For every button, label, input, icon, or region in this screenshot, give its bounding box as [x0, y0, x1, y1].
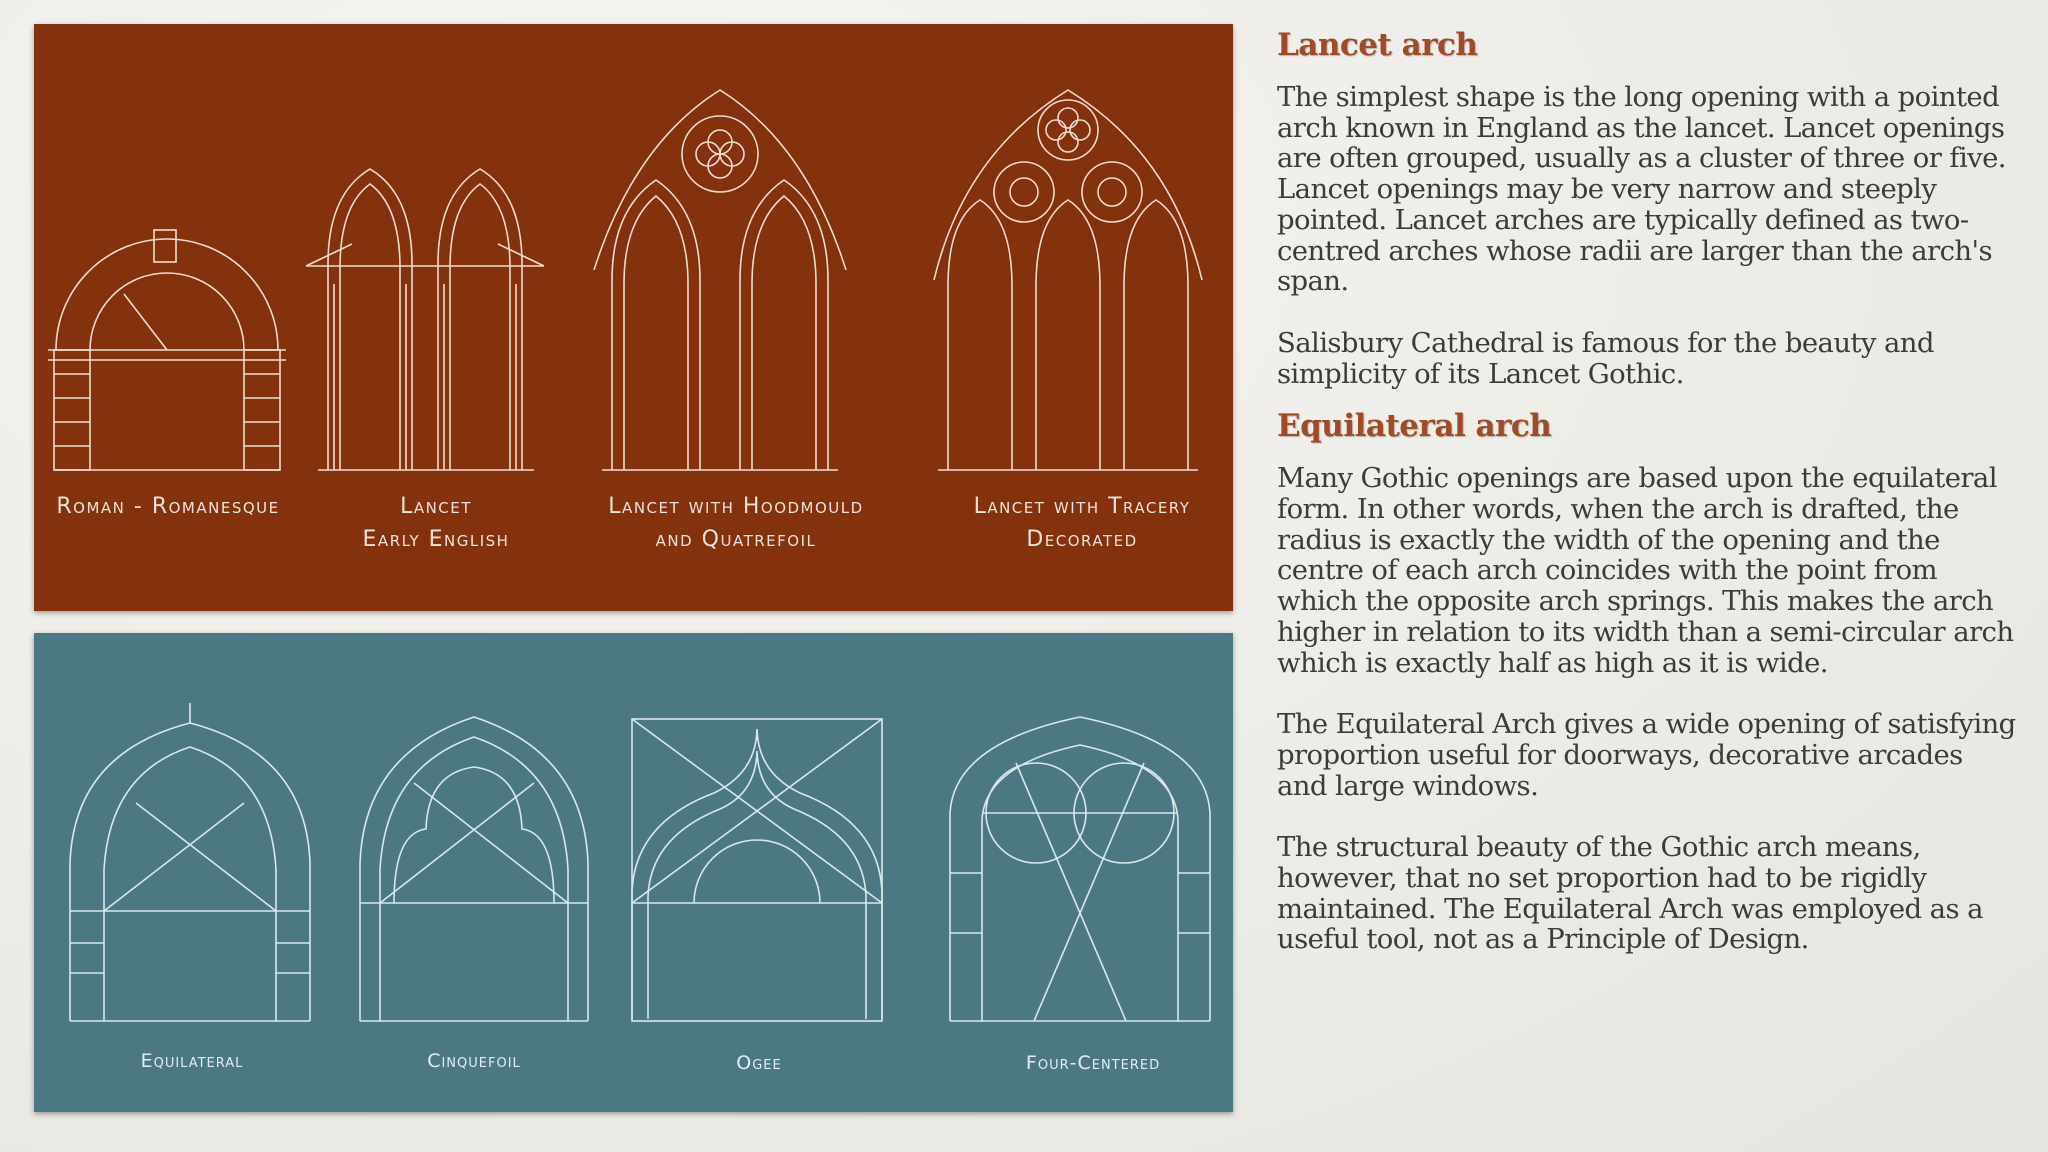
caption-ogee: Ogee	[736, 1052, 782, 1074]
heading-lancet-arch: Lancet arch	[1277, 27, 1478, 63]
arch-diagram-bottom-panel	[34, 633, 1233, 1112]
caption-four-centered: Four-Centered	[1025, 1052, 1161, 1074]
caption-line: Decorated	[1026, 527, 1138, 552]
caption-line: Lancet	[400, 494, 472, 519]
caption-lancet	[363, 490, 510, 556]
paragraph-structural-beauty: The structural beauty of the Gothic arch means, however, that no set proportion had to be rigidly maintained. The Equilateral Arch was employed as a useful tool, not as a Principle of Design.	[1277, 831, 1983, 956]
roman-arch-drawing	[48, 230, 286, 470]
caption-line: and Quatrefoil	[655, 527, 817, 552]
caption-line: Early English	[362, 527, 510, 552]
cinquefoil-drawing	[360, 717, 588, 1021]
heading-equilateral-arch: Equilateral arch	[1277, 408, 1552, 445]
ogee-drawing	[632, 719, 882, 1021]
caption-tracery	[974, 490, 1191, 556]
caption-equilateral: Equilateral	[140, 1050, 244, 1072]
caption-line: Lancet with Hoodmould	[608, 494, 864, 519]
arch-form-drawings	[34, 633, 1233, 1112]
text-column	[1277, 22, 2017, 955]
paragraph-equilateral: Many Gothic openings are based upon the equilateral form. In other words, when the arch is drafted, the radius is exactly the width of the opening and the centre of each arch coincides with the point from which the opposite arch springs. This makes the arch higher in relation to its width than a semi-circular arch which is exactly half as high as it is wide.	[1277, 462, 2014, 679]
arch-diagram-top-panel	[34, 24, 1233, 611]
caption-line: Roman - Romanesque	[56, 494, 280, 519]
paragraph-lancet: The simplest shape is the long opening with a pointed arch known in England as the lancet. Lancet openings are often grouped, usually as a cluster of three or five. Lancet openings may be very narrow and steeply pointed. Lancet arches are typically defined as two-centred arches whose radii are larger than the arch's span.	[1277, 81, 2006, 298]
paragraph-salisbury: Salisbury Cathedral is famous for the beauty and simplicity of its Lancet Gothic.	[1277, 326, 1934, 390]
caption-cinquefoil: Cinquefoil	[427, 1050, 521, 1072]
equilateral-drawing	[70, 703, 310, 1021]
four-centered-drawing	[950, 717, 1210, 1021]
tracery-drawing	[934, 90, 1202, 470]
paragraph-proportion: The Equilateral Arch gives a wide opening of satisfying proportion useful for doorways, decorative arcades and large windows.	[1277, 708, 2016, 802]
hoodmould-quatrefoil-drawing	[594, 90, 846, 470]
caption-line: Lancet with Tracery	[973, 494, 1191, 519]
caption-hoodmould	[608, 490, 863, 556]
lancet-pair-drawing	[306, 169, 544, 470]
caption-roman	[56, 490, 279, 523]
